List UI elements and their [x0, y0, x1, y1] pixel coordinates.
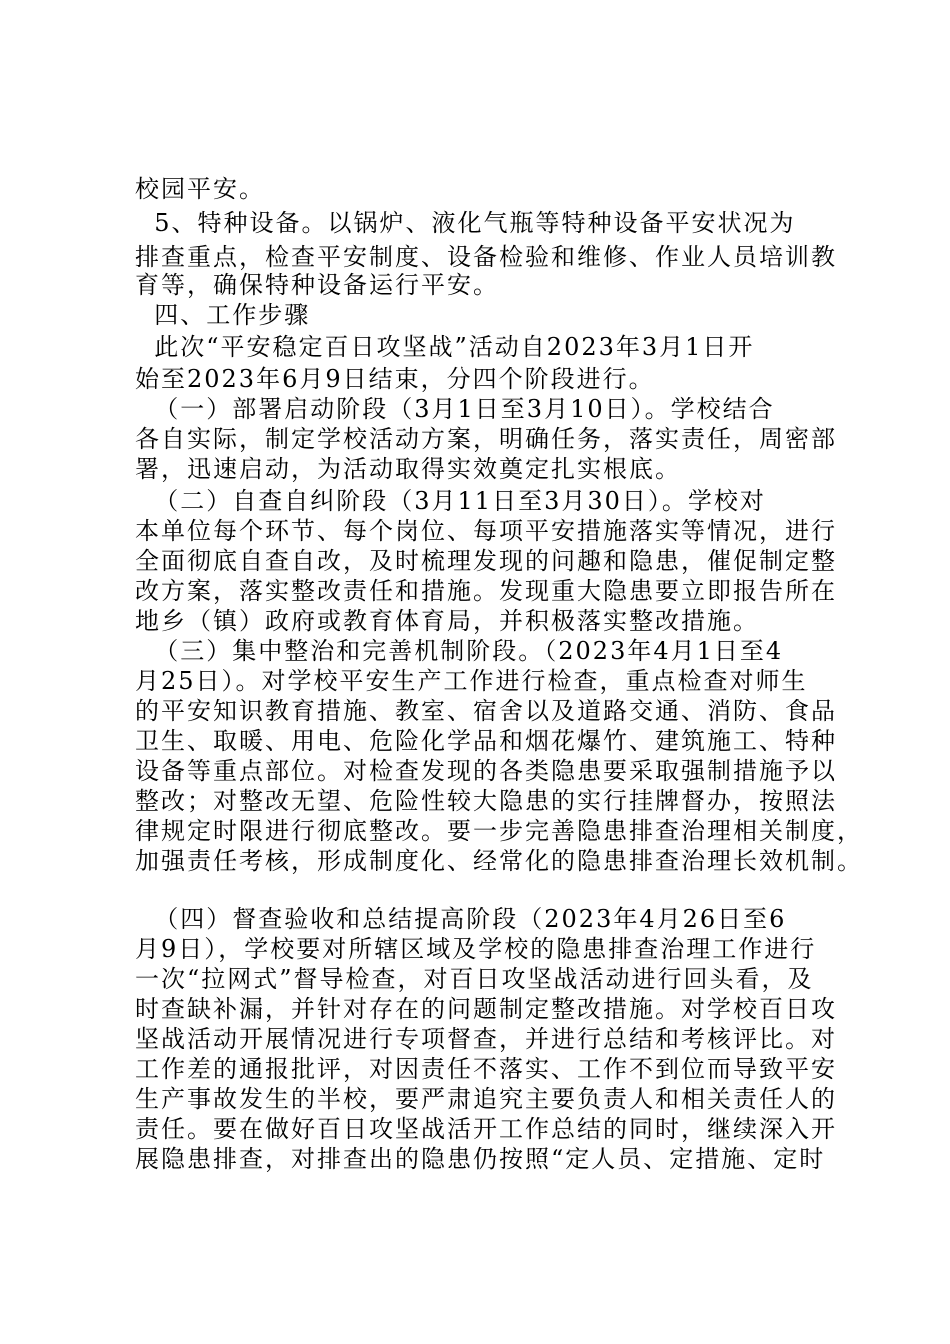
text-line: 地乡（镇）政府或教育体育局，并积极落实整改措施。: [135, 607, 759, 635]
text-line: 全面彻底自查自改，及时梳理发现的问趣和隐患，催促制定整: [135, 547, 837, 575]
text-line: 责任。要在做好百日攻坚战活开工作总结的同时，继续深入开: [135, 1115, 837, 1143]
text-line: 排查重点，检查平安制度、设备检验和维修、作业人员培训教: [135, 243, 837, 271]
text-line: 署，迅速启动，为活动取得实效奠定扎实根底。: [135, 455, 681, 483]
text-line: 时查缺补漏，并针对存在的问题制定整改措施。对学校百日攻: [135, 995, 837, 1023]
text-line: 坚战活动开展情况进行专项督查，并进行总结和考核评比。对: [135, 1025, 837, 1053]
section-heading: 四、工作步骤: [135, 301, 311, 329]
text-line: 月9日），学校要对所辖区域及学校的隐患排查治理工作进行: [135, 935, 817, 963]
text-line: 本单位每个环节、每个岗位、每项平安措施落实等情况，进行: [135, 517, 837, 545]
text-line: （一）部署启动阶段（3月1日至3月10日）。学校结合: [135, 395, 775, 423]
text-line: 生产事故发生的半校，要严肃追究主要负责人和相关责任人的: [135, 1085, 837, 1113]
text-line: （四）督查验收和总结提高阶段（2023年4月26日至6: [135, 905, 787, 933]
text-line: 改方案，落实整改责任和措施。发现重大隐患要立即报告所在: [135, 577, 837, 605]
text-line: （三）集中整治和完善机制阶段。（2023年4月1日至4: [135, 637, 784, 665]
text-line: 始至2023年6月9日结束，分四个阶段进行。: [135, 365, 655, 393]
text-line: 育等，确保特种设备运行平安。: [135, 271, 499, 299]
text-line: 一次“拉网式”督导检查，对百日攻坚战活动进行回头看，及: [135, 965, 814, 993]
text-line: 加强责任考核，形成制度化、经常化的隐患排查治理长效机制。: [135, 847, 863, 875]
text-line: 卫生、取暖、用电、危险化学品和烟花爆竹、建筑施工、特种: [135, 727, 837, 755]
text-line: 的平安知识教育措施、教室、宿舍以及道路交通、消防、食品: [135, 697, 837, 725]
text-line: 设备等重点部位。对检查发现的各类隐患要采取强制措施予以: [135, 757, 837, 785]
text-line: 各自实际，制定学校活动方案，明确任务，落实责任，周密部: [135, 425, 837, 453]
text-line: 5、特种设备。以锅炉、液化气瓶等特种设备平安状况为: [135, 209, 796, 237]
text-line: 校园平安。: [135, 175, 265, 203]
text-line: 整改；对整改无望、危险性较大隐患的实行挂牌督办，按照法: [135, 787, 837, 815]
text-line: 工作差的通报批评，对因责任不落实、工作不到位而导致平安: [135, 1055, 837, 1083]
text-line: 此次“平安稳定百日攻坚战”活动自2023年3月1日开: [135, 333, 755, 361]
text-line: 律规定时限进行彻底整改。要一步完善隐患排查治理相关制度，: [135, 817, 863, 845]
text-line: 展隐患排查，对排查出的隐患仍按照“定人员、定措施、定时: [135, 1145, 826, 1173]
text-line: 月25日）。对学校平安生产工作进行检查，重点检查对师生: [135, 667, 808, 695]
text-line: （二）自查自纠阶段（3月11日至3月30日）。学校对: [135, 487, 766, 515]
